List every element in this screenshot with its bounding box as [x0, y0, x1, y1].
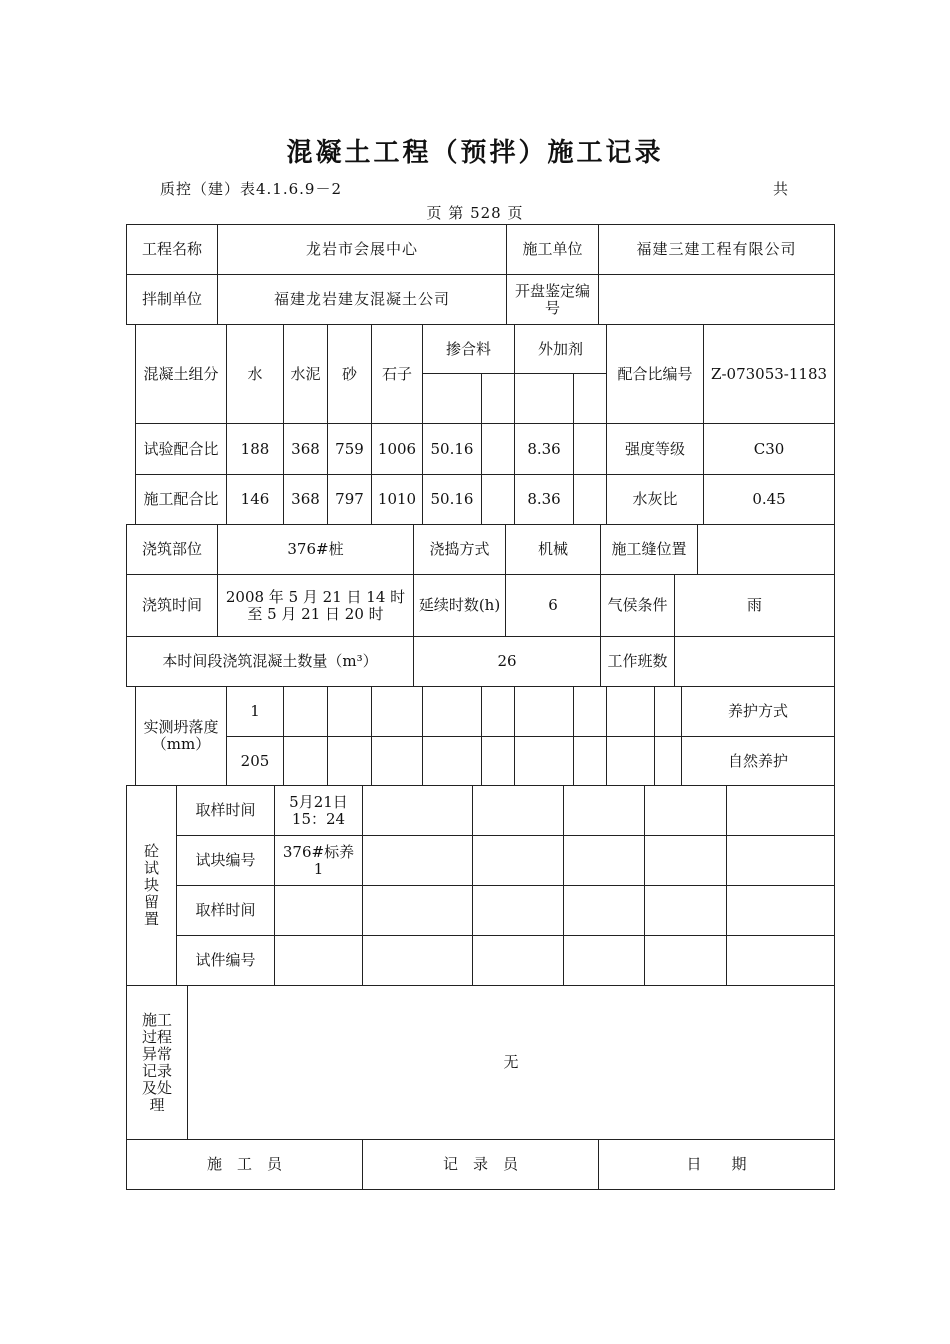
project-section	[126, 224, 835, 325]
cure-label: 养护方式	[682, 687, 835, 737]
slump-cell	[284, 737, 328, 786]
trial-additive-1: 8.36	[515, 424, 574, 475]
pour-time-label: 浇筑时间	[127, 575, 218, 637]
sample-section	[126, 785, 835, 986]
mixer-name: 福建龙岩建友混凝土公司	[218, 275, 507, 325]
additive-header: 外加剂	[515, 325, 607, 374]
builder-signature: 施 工 员	[127, 1140, 363, 1190]
site-sand: 797	[328, 475, 372, 525]
site-stone: 1010	[372, 475, 423, 525]
pour-method-label: 浇捣方式	[414, 525, 506, 575]
batch-id-value	[599, 275, 835, 325]
sample-row-first: 376#标养 1	[275, 836, 363, 886]
date-signature: 日 期	[599, 1140, 835, 1190]
strength-label: 强度等级	[607, 424, 704, 475]
admixture-sub-2	[482, 374, 515, 424]
sample-cell	[363, 936, 473, 986]
project-name-label: 工程名称	[127, 225, 218, 275]
water-header: 水	[227, 325, 284, 424]
abnormal-label-text: 施工过程异常记录及处理	[141, 1010, 172, 1114]
stone-header: 石子	[372, 325, 423, 424]
weather-label: 气侯条件	[601, 575, 675, 637]
slump-cell	[607, 687, 655, 737]
duration-value: 6	[506, 575, 601, 637]
trial-additive-2	[574, 424, 607, 475]
admixture-header: 掺合料	[423, 325, 515, 374]
slump-label: 实测坍落度（mm）	[136, 687, 227, 786]
pour-method: 机械	[506, 525, 601, 575]
sample-cell	[564, 786, 645, 836]
contractor-label: 施工单位	[507, 225, 599, 275]
site-mix-label: 施工配合比	[136, 475, 227, 525]
slump-cell	[515, 737, 574, 786]
abnormal-label	[127, 986, 188, 1140]
form-code: 质控（建）表4.1.6.9－2	[160, 180, 343, 198]
sample-label	[127, 786, 177, 986]
page-title: 混凝土工程（预拌）施工记录	[286, 138, 664, 168]
slump-cell	[655, 737, 682, 786]
slump-cell	[328, 737, 372, 786]
sample-cell	[727, 786, 835, 836]
sample-cell	[727, 836, 835, 886]
admixture-sub-1	[423, 374, 482, 424]
trial-cement: 368	[284, 424, 328, 475]
sample-row-label: 试块编号	[177, 836, 275, 886]
sample-cell	[564, 936, 645, 986]
cement-header: 水泥	[284, 325, 328, 424]
contractor-name: 福建三建工程有限公司	[599, 225, 835, 275]
additive-sub-2	[574, 374, 607, 424]
sand-header: 砂	[328, 325, 372, 424]
site-water: 146	[227, 475, 284, 525]
total-pages-label: 共	[773, 180, 789, 198]
sample-cell	[727, 886, 835, 936]
sample-cell	[473, 886, 564, 936]
abnormal-content: 无	[188, 986, 835, 1140]
mix-section	[135, 324, 835, 525]
cure-value: 自然养护	[682, 737, 835, 786]
site-admixture-2	[482, 475, 515, 525]
recorder-signature: 记 录 员	[363, 1140, 599, 1190]
project-name: 龙岩市会展中心	[218, 225, 507, 275]
joint-value	[698, 525, 835, 575]
slump-cell	[655, 687, 682, 737]
slump-cell	[482, 737, 515, 786]
sample-cell	[363, 886, 473, 936]
volume-value: 26	[414, 637, 601, 687]
site-additive-2	[574, 475, 607, 525]
trial-sand: 759	[328, 424, 372, 475]
slump-cell	[423, 687, 482, 737]
mix-no-label: 配合比编号	[607, 325, 704, 424]
sample-row-first	[275, 886, 363, 936]
wc-value: 0.45	[704, 475, 835, 525]
slump-row2-cell: 205	[227, 737, 284, 786]
sample-cell	[727, 936, 835, 986]
duration-label: 延续时数(h)	[414, 575, 506, 637]
sample-cell	[564, 886, 645, 936]
strength-value: C30	[704, 424, 835, 475]
trial-admixture-1: 50.16	[423, 424, 482, 475]
sample-cell	[564, 836, 645, 886]
sample-cell	[645, 786, 727, 836]
slump-cell	[284, 687, 328, 737]
pour-time	[218, 575, 414, 637]
slump-cell	[372, 687, 423, 737]
sample-row-label: 取样时间	[177, 786, 275, 836]
sample-row-label: 取样时间	[177, 886, 275, 936]
mixer-label: 拌制单位	[127, 275, 218, 325]
mix-no-value: Z-073053-1183	[704, 325, 835, 424]
pour-location-label: 浇筑部位	[127, 525, 218, 575]
sample-cell	[363, 786, 473, 836]
sample-cell	[645, 836, 727, 886]
trial-water: 188	[227, 424, 284, 475]
sample-row-label: 试件编号	[177, 936, 275, 986]
sample-cell	[645, 936, 727, 986]
pour-time-end: 至 5 月 21 日 20 时	[247, 604, 384, 623]
components-label: 混凝土组分	[136, 325, 227, 424]
additive-sub-1	[515, 374, 574, 424]
slump-cell	[423, 737, 482, 786]
slump-cell	[482, 687, 515, 737]
page-number: 页 第 528 页	[426, 204, 524, 222]
sample-row-first: 5月21日 15：24	[275, 786, 363, 836]
slump-cell	[574, 737, 607, 786]
joint-label: 施工缝位置	[601, 525, 698, 575]
sample-row-first	[275, 936, 363, 986]
slump-row1-cell: 1	[227, 687, 284, 737]
sample-cell	[363, 836, 473, 886]
sample-cell	[473, 786, 564, 836]
volume-label: 本时间段浇筑混凝土数量（m³）	[127, 637, 414, 687]
pour-location: 376#桩	[218, 525, 414, 575]
pour-time-start: 2008 年 5 月 21 日 14 时	[225, 587, 406, 606]
slump-cell	[607, 737, 655, 786]
sample-cell	[473, 936, 564, 986]
trial-mix-label: 试验配合比	[136, 424, 227, 475]
abnormal-section	[126, 985, 835, 1190]
wc-label: 水灰比	[607, 475, 704, 525]
site-cement: 368	[284, 475, 328, 525]
shifts-value	[675, 637, 835, 687]
weather-value: 雨	[675, 575, 835, 637]
trial-admixture-2	[482, 424, 515, 475]
pour-section	[126, 524, 835, 687]
sample-cell	[645, 886, 727, 936]
batch-id-label: 开盘鉴定编号	[507, 275, 599, 325]
site-additive-1: 8.36	[515, 475, 574, 525]
slump-cell	[574, 687, 607, 737]
shifts-label: 工作班数	[601, 637, 675, 687]
slump-cell	[328, 687, 372, 737]
slump-cell	[372, 737, 423, 786]
trial-stone: 1006	[372, 424, 423, 475]
slump-section	[135, 686, 835, 786]
sample-label-text: 砼试块留置	[143, 842, 159, 928]
site-admixture-1: 50.16	[423, 475, 482, 525]
slump-cell	[515, 687, 574, 737]
sample-cell	[473, 836, 564, 886]
